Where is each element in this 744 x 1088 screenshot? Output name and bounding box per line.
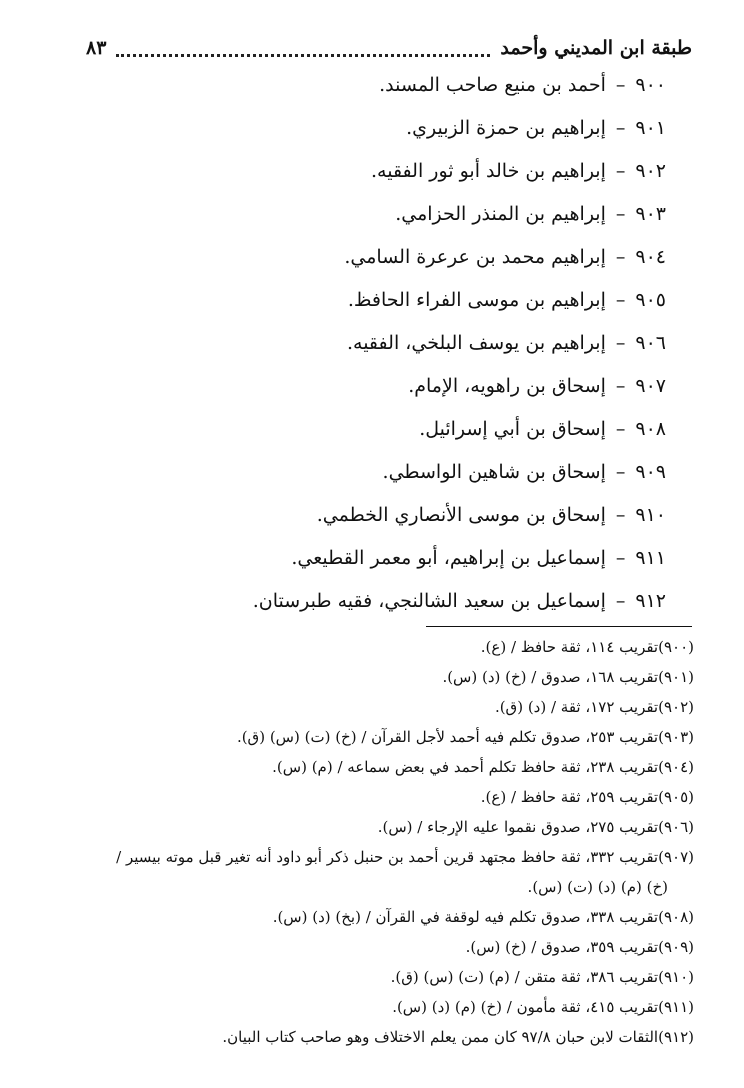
list-item: ٩٠١–إبراهيم بن حمزة الزبيري. — [106, 107, 666, 150]
footnote-text: تقريب ٢٣٨، ثقة حافظ تكلم أحمد في بعض سماعه / (م) (س). — [272, 758, 659, 776]
entry-text: إسحاق بن راهويه، الإمام. — [408, 375, 606, 397]
footnote-text: تقريب ٤١٥، ثقة مأمون / (خ) (م) (د) (س). — [392, 998, 659, 1016]
entry-text: إبراهيم بن المنذر الحزامي. — [395, 203, 606, 225]
footnote-text: تقريب ٣٣٨، صدوق تكلم فيه لوقفة في القرآن / (بخ) (د) (س). — [272, 908, 659, 926]
entry-number: ٩١٢ — [635, 590, 666, 612]
entry-number: ٩٠٩ — [635, 461, 666, 483]
entry-number: ٩٠٤ — [635, 246, 666, 268]
footnote — [54, 782, 694, 812]
list-item: ٩٠٣–إبراهيم بن المنذر الحزامي. — [106, 193, 666, 236]
footnote-ref: (٩١١) — [658, 998, 694, 1016]
list-item: ٩٠٨–إسحاق بن أبي إسرائيل. — [106, 408, 666, 451]
entry-number: ٩٠٥ — [635, 289, 666, 311]
footnote-ref: (٩١٢) — [658, 1028, 694, 1046]
list-item: ٩٠٩–إسحاق بن شاهين الواسطي. — [106, 451, 666, 494]
footnote — [54, 752, 694, 782]
footnote-ref: (٩٠٦) — [658, 818, 694, 836]
footnote — [54, 842, 694, 872]
footnote-ref: (٩٠٨) — [658, 908, 694, 926]
footnote-text: تقريب ٣٨٦، ثقة متقن / (م) (ت) (س) (ق). — [390, 968, 659, 986]
entry-text: إسحاق بن شاهين الواسطي. — [382, 461, 606, 483]
footnote — [54, 812, 694, 842]
entry-number: ٩١٠ — [635, 504, 666, 526]
footnote — [54, 722, 694, 752]
entry-text: إبراهيم محمد بن عرعرة السامي. — [344, 246, 606, 268]
leader-dots — [116, 40, 490, 57]
list-item: ٩٠٢–إبراهيم بن خالد أبو ثور الفقيه. — [106, 150, 666, 193]
footnote — [54, 932, 694, 962]
list-item: ٩٠٦–إبراهيم بن يوسف البلخي، الفقيه. — [106, 322, 666, 365]
list-item: ٩١١–إسماعيل بن إبراهيم، أبو معمر القطيعي. — [106, 537, 666, 580]
entry-number: ٩٠٣ — [635, 203, 666, 225]
footnote-text: تقريب ٣٣٢، ثقة حافظ مجتهد قرين أحمد بن حنبل ذكر أبو داود أنه تغير قبل موته بيسير / — [116, 848, 659, 866]
footnote-text: تقريب ١٧٢، ثقة / (د) (ق). — [494, 698, 659, 716]
entry-number: ٩٠٢ — [635, 160, 666, 182]
entry-number: ٩٠١ — [635, 117, 666, 139]
entry-text: إسماعيل بن إبراهيم، أبو معمر القطيعي. — [291, 547, 606, 569]
entry-list — [106, 64, 666, 623]
entry-number: ٩٠٨ — [635, 418, 666, 440]
entry-number: ٩٠٧ — [635, 375, 666, 397]
list-item: ٩٠٠–أحمد بن منيع صاحب المسند. — [106, 64, 666, 107]
footnote-ref: (٩٠١) — [658, 668, 694, 686]
list-item: ٩٠٥–إبراهيم بن موسى الفراء الحافظ. — [106, 279, 666, 322]
footnote-ref: (٩٠٤) — [658, 758, 694, 776]
footnote-ref: (٩٠٢) — [658, 698, 694, 716]
entry-text: إسماعيل بن سعيد الشالنجي، فقيه طبرستان. — [252, 590, 606, 612]
footnote-ref: (٩٠٥) — [658, 788, 694, 806]
footnote — [54, 992, 694, 1022]
entry-text: إبراهيم بن موسى الفراء الحافظ. — [347, 289, 606, 311]
footnotes — [54, 632, 694, 1052]
running-header — [86, 33, 692, 63]
footnote-ref: (٩٠٧) — [658, 848, 694, 866]
list-item: ٩٠٤–إبراهيم محمد بن عرعرة السامي. — [106, 236, 666, 279]
list-item: ٩٠٧–إسحاق بن راهويه، الإمام. — [106, 365, 666, 408]
entry-text: إسحاق بن موسى الأنصاري الخطمي. — [316, 504, 606, 526]
footnote-ref: (٩٠٩) — [658, 938, 694, 956]
footnote-text: تقريب ٢٧٥، صدوق نقموا عليه الإرجاء / (س). — [377, 818, 659, 836]
list-item: ٩١٢–إسماعيل بن سعيد الشالنجي، فقيه طبرستان. — [106, 580, 666, 623]
footnote — [54, 902, 694, 932]
footnote — [54, 662, 694, 692]
footnote-text: الثقات لابن حبان ٩٧/٨ كان ممن يعلم الاختلاف وهو صاحب كتاب البيان. — [222, 1028, 659, 1046]
footnote-divider — [426, 626, 692, 627]
footnote — [54, 632, 694, 662]
footnote — [54, 962, 694, 992]
running-title: طبقة ابن المديني وأحمد — [500, 37, 692, 59]
entry-text: إبراهيم بن حمزة الزبيري. — [406, 117, 606, 139]
entry-number: ٩٠٦ — [635, 332, 666, 354]
footnote-ref: (٩٠٠) — [658, 638, 694, 656]
footnote-continuation: (خ) (م) (د) (ت) (س). — [527, 878, 668, 896]
page-number: ٨٣ — [86, 37, 107, 59]
footnote-text: تقريب ١٦٨، صدوق / (خ) (د) (س). — [442, 668, 659, 686]
entry-text: إبراهيم بن يوسف البلخي، الفقيه. — [346, 332, 606, 354]
footnote-text: تقريب ٣٥٩، صدوق / (خ) (س). — [465, 938, 659, 956]
entry-text: إسحاق بن أبي إسرائيل. — [419, 418, 606, 440]
footnote-ref: (٩٠٣) — [658, 728, 694, 746]
footnote-text: تقريب ٢٥٣، صدوق تكلم فيه أحمد لأجل القرآن / (خ) (ت) (س) (ق). — [236, 728, 659, 746]
footnote — [54, 692, 694, 722]
entry-text: إبراهيم بن خالد أبو ثور الفقيه. — [370, 160, 606, 182]
list-item: ٩١٠–إسحاق بن موسى الأنصاري الخطمي. — [106, 494, 666, 537]
footnote-text: تقريب ١١٤، ثقة حافظ / (ع). — [480, 638, 659, 656]
entry-text: أحمد بن منيع صاحب المسند. — [379, 74, 606, 96]
entry-number: ٩١١ — [635, 547, 666, 569]
footnote-text: تقريب ٢٥٩، ثقة حافظ / (ع). — [480, 788, 659, 806]
footnote-ref: (٩١٠) — [658, 968, 694, 986]
entry-number: ٩٠٠ — [635, 74, 666, 96]
footnote — [54, 1022, 694, 1052]
